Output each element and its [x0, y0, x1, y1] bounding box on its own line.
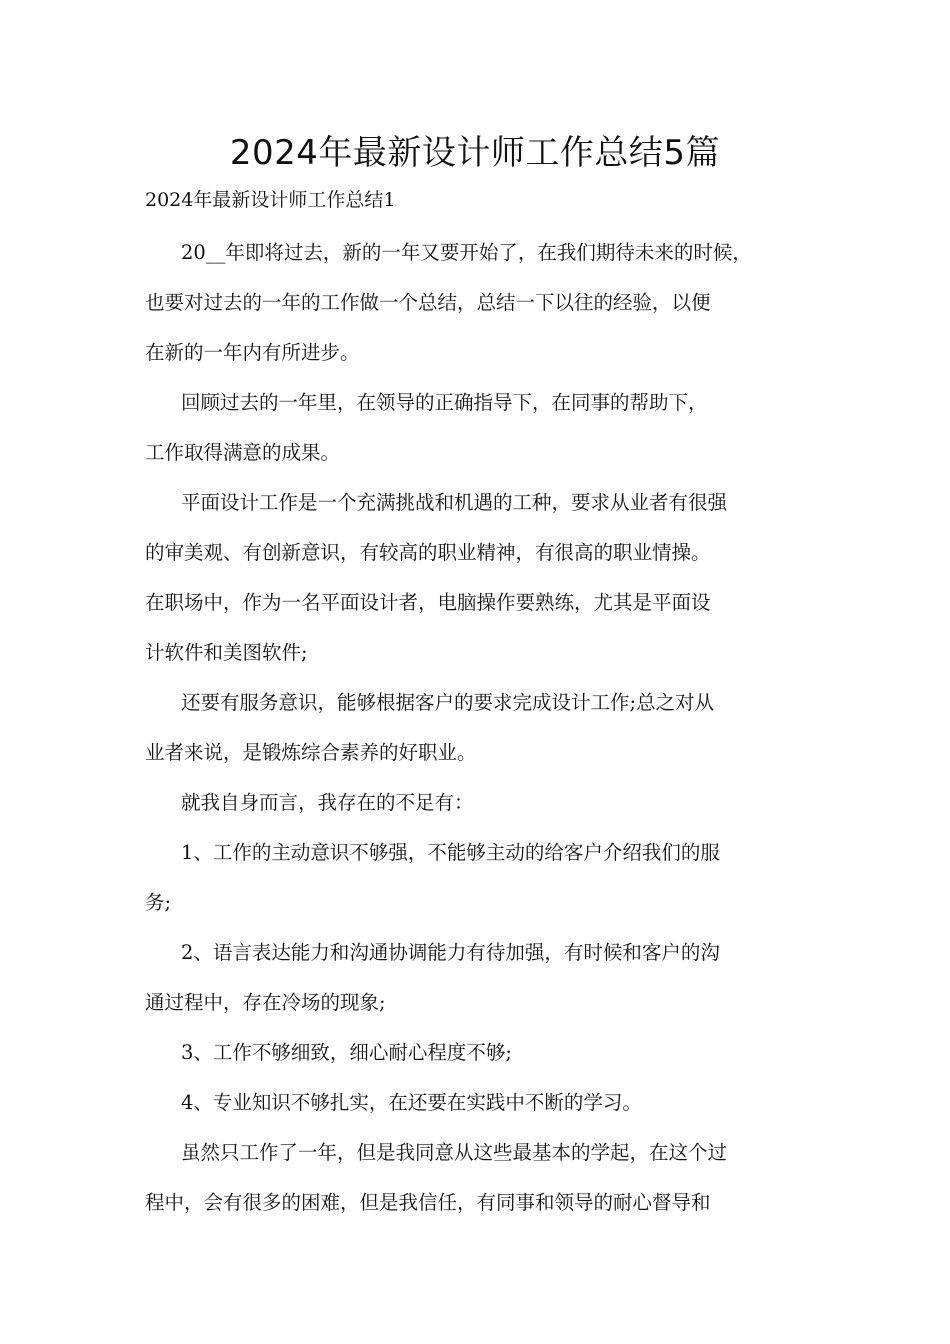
text-line: 就我自身而言，我存在的不足有： [181, 791, 474, 814]
text-line: 虽然只工作了一年，但是我同意从这些最基本的学起，在这个过 [181, 1141, 728, 1164]
text-line: 务; [145, 891, 172, 914]
text-line: 业者来说，是锻炼综合素养的好职业。 [145, 741, 477, 764]
text-line: 程中，会有很多的困难，但是我信任，有同事和领导的耐心督导和 [145, 1191, 711, 1214]
text-line: 还要有服务意识，能够根据客户的要求完成设计工作;总之对从 [181, 691, 715, 714]
text-line: 3、工作不够细致，细心耐心程度不够; [181, 1041, 512, 1064]
text-line: 2、语言表达能力和沟通协调能力有待加强，有时候和客户的沟 [181, 941, 720, 964]
text-line: 平面设计工作是一个充满挑战和机遇的工种，要求从业者有很强 [181, 491, 728, 514]
text-line: 在新的一年内有所进步。 [145, 341, 360, 364]
text-line: 计软件和美图软件; [145, 641, 308, 664]
text-line: 的审美观、有创新意识，有较高的职业精神，有很高的职业情操。 [145, 541, 711, 564]
text-line: 工作取得满意的成果。 [145, 441, 341, 464]
text-line: 通过程中，存在冷场的现象; [145, 991, 386, 1014]
text-line: 20__年即将过去，新的一年又要开始了，在我们期待未来的时候， [181, 241, 752, 264]
text-line: 1、工作的主动意识不够强，不能够主动的给客户介绍我们的服 [181, 841, 720, 864]
text-line: 4、专业知识不够扎实，在还要在实践中不断的学习。 [181, 1091, 642, 1114]
text-line: 也要对过去的一年的工作做一个总结，总结一下以往的经验，以便 [145, 291, 711, 314]
text-line: 回顾过去的一年里，在领导的正确指导下，在同事的帮助下， [181, 391, 708, 414]
text-line: 在职场中，作为一名平面设计者，电脑操作要熟练，尤其是平面设 [145, 591, 711, 614]
section-heading: 2024年最新设计师工作总结1 [145, 189, 396, 211]
document-title: 2024年最新设计师工作总结5篇 [229, 133, 721, 173]
document-body [145, 228, 815, 1228]
